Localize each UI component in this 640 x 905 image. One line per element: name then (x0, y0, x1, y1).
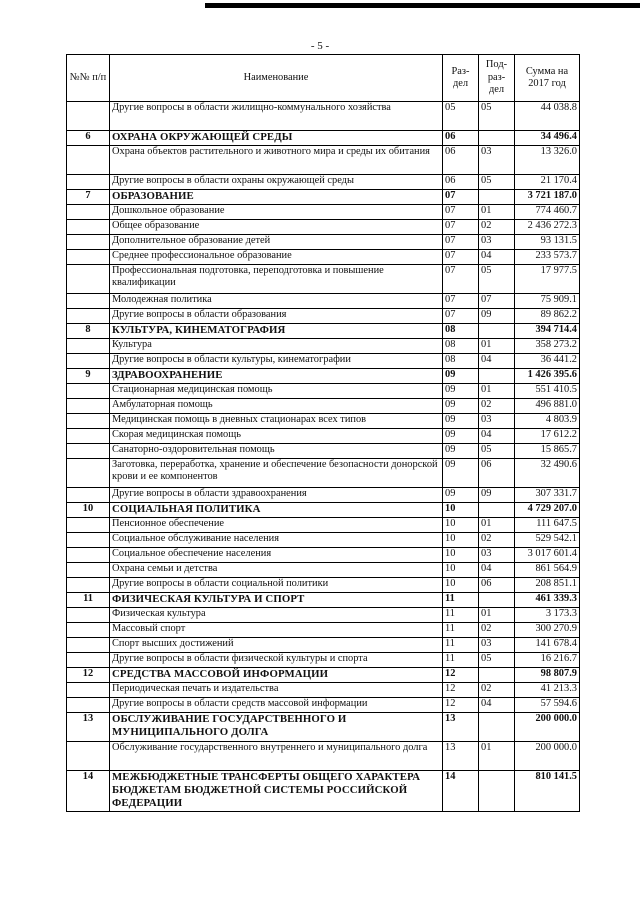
row-amount: 861 564.9 (515, 563, 580, 578)
row-subsection-code: 09 (479, 488, 515, 503)
row-section-code: 05 (443, 102, 479, 131)
table-row (67, 414, 580, 429)
row-subsection-code (479, 713, 515, 742)
table-row (67, 623, 580, 638)
row-subsection-code (479, 593, 515, 608)
row-subsection-code (479, 190, 515, 205)
row-subsection-code: 03 (479, 414, 515, 429)
row-subsection-code: 04 (479, 429, 515, 444)
row-number: 11 (67, 593, 110, 608)
row-subsection-code: 05 (479, 444, 515, 459)
row-number (67, 339, 110, 354)
row-subsection-code: 05 (479, 265, 515, 294)
row-subsection-code: 01 (479, 339, 515, 354)
row-subsection-code: 01 (479, 742, 515, 771)
row-amount: 358 273.2 (515, 339, 580, 354)
row-amount: 34 496.4 (515, 131, 580, 146)
row-name: Заготовка, переработка, хранение и обеспечение безопасности донорской крови и ее компонентов (110, 459, 443, 488)
row-number (67, 444, 110, 459)
table-row (67, 653, 580, 668)
row-section-code: 09 (443, 399, 479, 414)
row-name: ЗДРАВООХРАНЕНИЕ (110, 369, 443, 384)
table-row (67, 250, 580, 265)
row-amount: 461 339.3 (515, 593, 580, 608)
table-row (67, 102, 580, 131)
row-section-code: 11 (443, 593, 479, 608)
row-subsection-code: 01 (479, 518, 515, 533)
table-row (67, 533, 580, 548)
row-number (67, 235, 110, 250)
row-name: Пенсионное обеспечение (110, 518, 443, 533)
row-subsection-code: 04 (479, 250, 515, 265)
table-row (67, 578, 580, 593)
row-number (67, 429, 110, 444)
row-subsection-code (479, 771, 515, 812)
row-section-code: 08 (443, 339, 479, 354)
row-amount: 57 594.6 (515, 698, 580, 713)
row-number (67, 623, 110, 638)
row-section-code: 13 (443, 742, 479, 771)
table-row (67, 444, 580, 459)
row-name: Другие вопросы в области жилищно-коммунального хозяйства (110, 102, 443, 131)
row-section-code: 07 (443, 265, 479, 294)
row-section-code: 10 (443, 533, 479, 548)
row-name: Другие вопросы в области социальной политики (110, 578, 443, 593)
table-row (67, 742, 580, 771)
row-number: 10 (67, 503, 110, 518)
header-subsection: Под- раз- дел (479, 55, 515, 102)
table-row (67, 638, 580, 653)
row-amount: 111 647.5 (515, 518, 580, 533)
row-subsection-code: 01 (479, 384, 515, 399)
row-section-code: 07 (443, 309, 479, 324)
row-section-code: 10 (443, 518, 479, 533)
table-row (67, 235, 580, 250)
row-name: ОБРАЗОВАНИЕ (110, 190, 443, 205)
row-amount: 551 410.5 (515, 384, 580, 399)
row-section-code: 06 (443, 175, 479, 190)
row-subsection-code: 04 (479, 698, 515, 713)
row-section-code: 08 (443, 324, 479, 339)
row-subsection-code: 04 (479, 354, 515, 369)
row-section-code: 07 (443, 220, 479, 235)
table-row (67, 309, 580, 324)
row-name: Другие вопросы в области охраны окружающей среды (110, 175, 443, 190)
row-number (67, 459, 110, 488)
row-name: Другие вопросы в области физической культуры и спорта (110, 653, 443, 668)
table-header-row (67, 55, 580, 102)
row-name: КУЛЬТУРА, КИНЕМАТОГРАФИЯ (110, 324, 443, 339)
row-amount: 208 851.1 (515, 578, 580, 593)
row-name: СРЕДСТВА МАССОВОЙ ИНФОРМАЦИИ (110, 668, 443, 683)
table-row (67, 713, 580, 742)
row-name: Социальное обеспечение населения (110, 548, 443, 563)
row-number (67, 518, 110, 533)
row-number: 8 (67, 324, 110, 339)
table-row (67, 265, 580, 294)
row-number (67, 250, 110, 265)
row-name: ФИЗИЧЕСКАЯ КУЛЬТУРА И СПОРТ (110, 593, 443, 608)
table-row (67, 503, 580, 518)
row-section-code: 11 (443, 638, 479, 653)
row-section-code: 11 (443, 623, 479, 638)
row-amount: 1 426 395.6 (515, 369, 580, 384)
row-section-code: 09 (443, 444, 479, 459)
table-row (67, 459, 580, 488)
row-section-code: 09 (443, 414, 479, 429)
table-row (67, 593, 580, 608)
row-section-code: 07 (443, 205, 479, 220)
row-number: 14 (67, 771, 110, 812)
table-row (67, 563, 580, 578)
row-amount: 200 000.0 (515, 713, 580, 742)
row-section-code: 07 (443, 235, 479, 250)
row-section-code: 11 (443, 653, 479, 668)
row-amount: 36 441.2 (515, 354, 580, 369)
row-amount: 15 865.7 (515, 444, 580, 459)
row-section-code: 13 (443, 713, 479, 742)
row-amount: 141 678.4 (515, 638, 580, 653)
row-amount: 44 038.8 (515, 102, 580, 131)
row-section-code: 06 (443, 146, 479, 175)
table-row (67, 608, 580, 623)
row-subsection-code: 03 (479, 146, 515, 175)
row-amount: 13 326.0 (515, 146, 580, 175)
row-name: Периодическая печать и издательства (110, 683, 443, 698)
row-amount: 89 862.2 (515, 309, 580, 324)
row-amount: 300 270.9 (515, 623, 580, 638)
top-scan-bar (205, 3, 640, 8)
row-amount: 529 542.1 (515, 533, 580, 548)
row-name: Санаторно-оздоровительная помощь (110, 444, 443, 459)
row-amount: 21 170.4 (515, 175, 580, 190)
row-section-code: 10 (443, 503, 479, 518)
table-row (67, 205, 580, 220)
row-number (67, 608, 110, 623)
row-section-code: 10 (443, 563, 479, 578)
row-name: Скорая медицинская помощь (110, 429, 443, 444)
table-row (67, 698, 580, 713)
table-row (67, 190, 580, 205)
row-amount: 3 017 601.4 (515, 548, 580, 563)
row-name: Обслуживание государственного внутреннего и муниципального долга (110, 742, 443, 771)
row-number (67, 742, 110, 771)
table-row (67, 683, 580, 698)
row-amount: 17 612.2 (515, 429, 580, 444)
row-number (67, 384, 110, 399)
table-row (67, 146, 580, 175)
row-amount: 32 490.6 (515, 459, 580, 488)
row-subsection-code: 03 (479, 638, 515, 653)
table-body (67, 102, 580, 812)
row-subsection-code: 01 (479, 205, 515, 220)
row-amount: 16 216.7 (515, 653, 580, 668)
row-name: Медицинская помощь в дневных стационарах всех типов (110, 414, 443, 429)
row-number: 7 (67, 190, 110, 205)
row-section-code: 14 (443, 771, 479, 812)
row-number (67, 653, 110, 668)
row-section-code: 12 (443, 698, 479, 713)
row-subsection-code (479, 668, 515, 683)
row-number (67, 294, 110, 309)
row-name: Культура (110, 339, 443, 354)
header-section: Раз- дел (443, 55, 479, 102)
row-amount: 41 213.3 (515, 683, 580, 698)
row-section-code: 08 (443, 354, 479, 369)
row-name: Профессиональная подготовка, переподготовка и повышение квалификации (110, 265, 443, 294)
row-section-code: 09 (443, 369, 479, 384)
row-amount: 810 141.5 (515, 771, 580, 812)
row-name: Общее образование (110, 220, 443, 235)
row-section-code: 07 (443, 190, 479, 205)
row-number (67, 309, 110, 324)
row-number (67, 563, 110, 578)
row-name: Охрана семьи и детства (110, 563, 443, 578)
row-number (67, 102, 110, 131)
row-name: Дошкольное образование (110, 205, 443, 220)
row-amount: 3 173.3 (515, 608, 580, 623)
row-subsection-code: 03 (479, 548, 515, 563)
table-row (67, 429, 580, 444)
row-number (67, 414, 110, 429)
row-section-code: 12 (443, 683, 479, 698)
row-number (67, 533, 110, 548)
row-subsection-code: 02 (479, 623, 515, 638)
row-name: Массовый спорт (110, 623, 443, 638)
row-subsection-code: 05 (479, 175, 515, 190)
row-section-code: 09 (443, 429, 479, 444)
row-amount: 2 436 272.3 (515, 220, 580, 235)
row-subsection-code: 02 (479, 533, 515, 548)
row-name: СОЦИАЛЬНАЯ ПОЛИТИКА (110, 503, 443, 518)
row-number: 12 (67, 668, 110, 683)
row-amount: 233 573.7 (515, 250, 580, 265)
row-number (67, 175, 110, 190)
row-subsection-code: 04 (479, 563, 515, 578)
table-row (67, 324, 580, 339)
row-number: 9 (67, 369, 110, 384)
row-subsection-code: 05 (479, 653, 515, 668)
row-number (67, 578, 110, 593)
row-number (67, 638, 110, 653)
table-row (67, 131, 580, 146)
row-subsection-code: 09 (479, 309, 515, 324)
row-subsection-code: 02 (479, 683, 515, 698)
row-name: Спорт высших достижений (110, 638, 443, 653)
row-subsection-code: 06 (479, 578, 515, 593)
header-num: №№ п/п (67, 55, 110, 102)
table-row (67, 771, 580, 812)
row-number (67, 548, 110, 563)
table-row (67, 294, 580, 309)
row-amount: 17 977.5 (515, 265, 580, 294)
table-row (67, 369, 580, 384)
row-subsection-code: 02 (479, 220, 515, 235)
row-subsection-code (479, 503, 515, 518)
table-row (67, 220, 580, 235)
budget-table (66, 54, 580, 812)
table-row (67, 339, 580, 354)
row-section-code: 12 (443, 668, 479, 683)
row-section-code: 09 (443, 459, 479, 488)
table-row (67, 488, 580, 503)
table-row (67, 384, 580, 399)
header-name: Наименование (110, 55, 443, 102)
row-name: Другие вопросы в области средств массовой информации (110, 698, 443, 713)
row-amount: 200 000.0 (515, 742, 580, 771)
row-subsection-code: 06 (479, 459, 515, 488)
row-name: Другие вопросы в области образования (110, 309, 443, 324)
row-number: 13 (67, 713, 110, 742)
row-name: Охрана объектов растительного и животного мира и среды их обитания (110, 146, 443, 175)
row-subsection-code (479, 324, 515, 339)
row-section-code: 10 (443, 548, 479, 563)
row-number (67, 354, 110, 369)
row-number: 6 (67, 131, 110, 146)
page-number: - 5 - (310, 40, 330, 52)
row-subsection-code: 05 (479, 102, 515, 131)
row-subsection-code: 02 (479, 399, 515, 414)
row-number (67, 146, 110, 175)
row-subsection-code: 03 (479, 235, 515, 250)
row-name: Стационарная медицинская помощь (110, 384, 443, 399)
row-section-code: 09 (443, 488, 479, 503)
row-name: Другие вопросы в области культуры, кинематографии (110, 354, 443, 369)
table-row (67, 668, 580, 683)
row-amount: 496 881.0 (515, 399, 580, 414)
row-name: ОХРАНА ОКРУЖАЮЩЕЙ СРЕДЫ (110, 131, 443, 146)
row-number (67, 683, 110, 698)
row-name: Социальное обслуживание населения (110, 533, 443, 548)
row-amount: 4 729 207.0 (515, 503, 580, 518)
row-subsection-code: 07 (479, 294, 515, 309)
row-subsection-code (479, 369, 515, 384)
row-amount: 774 460.7 (515, 205, 580, 220)
row-amount: 4 803.9 (515, 414, 580, 429)
row-number (67, 205, 110, 220)
row-name: Среднее профессиональное образование (110, 250, 443, 265)
table-row (67, 175, 580, 190)
row-number (67, 488, 110, 503)
row-name: Другие вопросы в области здравоохранения (110, 488, 443, 503)
row-amount: 75 909.1 (515, 294, 580, 309)
row-section-code: 11 (443, 608, 479, 623)
table-row (67, 399, 580, 414)
row-subsection-code: 01 (479, 608, 515, 623)
row-name: Физическая культура (110, 608, 443, 623)
row-number (67, 698, 110, 713)
row-amount: 93 131.5 (515, 235, 580, 250)
table-row (67, 548, 580, 563)
header-amount: Сумма на 2017 год (515, 55, 580, 102)
table-row (67, 354, 580, 369)
row-section-code: 09 (443, 384, 479, 399)
row-name: Дополнительное образование детей (110, 235, 443, 250)
row-number (67, 220, 110, 235)
row-subsection-code (479, 131, 515, 146)
row-amount: 3 721 187.0 (515, 190, 580, 205)
row-number (67, 399, 110, 414)
row-amount: 307 331.7 (515, 488, 580, 503)
row-section-code: 07 (443, 250, 479, 265)
row-name: Амбулаторная помощь (110, 399, 443, 414)
row-amount: 98 807.9 (515, 668, 580, 683)
row-name: ОБСЛУЖИВАНИЕ ГОСУДАРСТВЕННОГО И МУНИЦИПАЛЬНОГО ДОЛГА (110, 713, 443, 742)
row-section-code: 10 (443, 578, 479, 593)
table-row (67, 518, 580, 533)
row-amount: 394 714.4 (515, 324, 580, 339)
row-section-code: 06 (443, 131, 479, 146)
row-name: МЕЖБЮДЖЕТНЫЕ ТРАНСФЕРТЫ ОБЩЕГО ХАРАКТЕРА БЮДЖЕТАМ БЮДЖЕТНОЙ СИСТЕМЫ РОССИЙСКОЙ ФЕДЕРАЦИИ (110, 771, 443, 812)
row-name: Молодежная политика (110, 294, 443, 309)
row-section-code: 07 (443, 294, 479, 309)
row-number (67, 265, 110, 294)
